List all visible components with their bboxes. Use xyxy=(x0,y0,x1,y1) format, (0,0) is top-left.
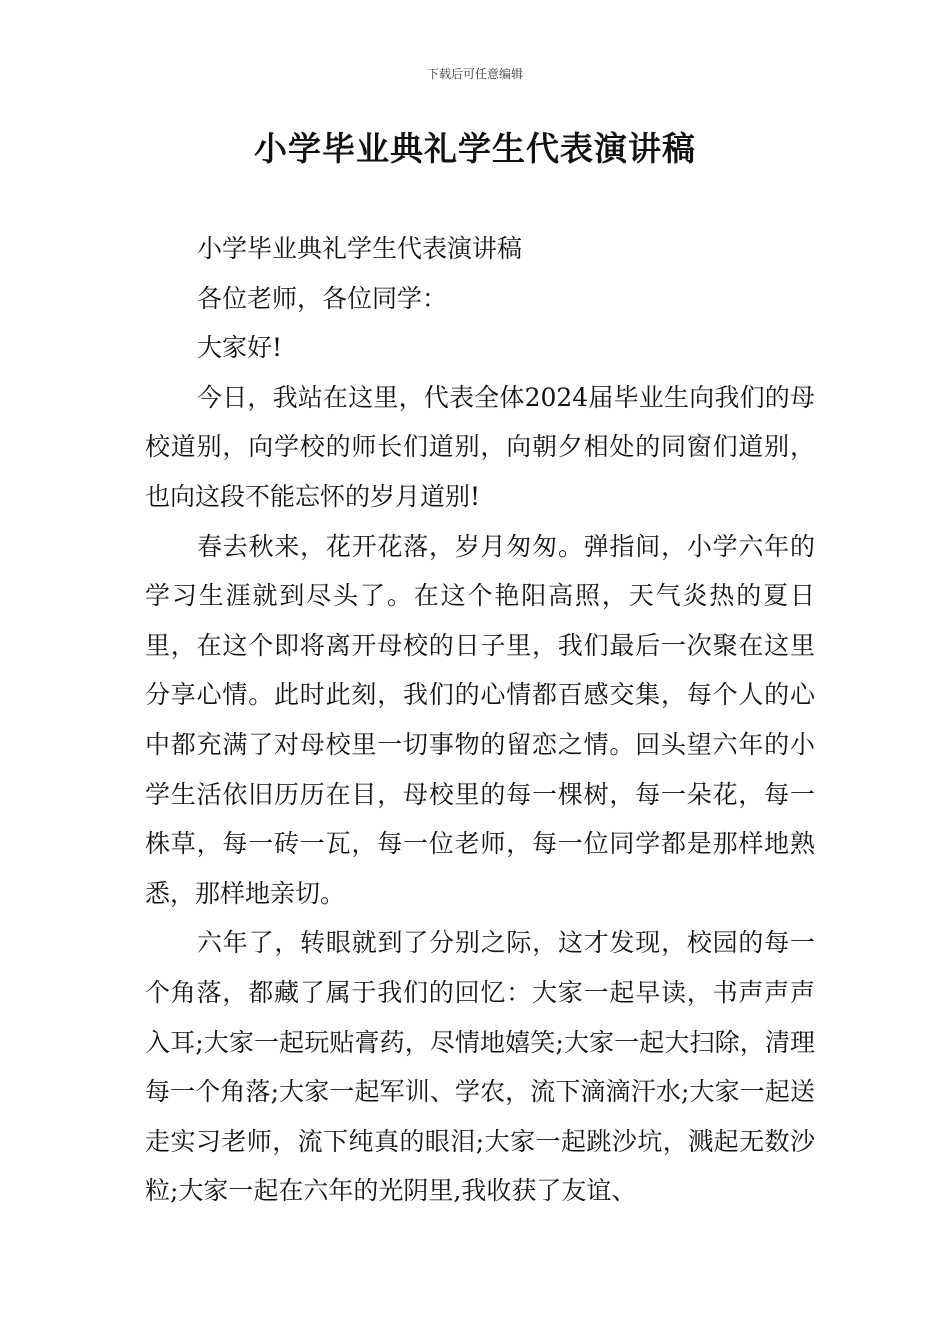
document-body xyxy=(145,224,815,1216)
paragraph-memories: 春去秋来，花开花落，岁月匆匆。弹指间，小学六年的学习生涯就到尽头了。在这个艳阳高照，天气炎热的夏日里，在这个即将离开母校的日子里，我们最后一次聚在这里分享心情。此时此刻，我们的心情都百感交集，每个人的心中都充满了对母校里一切事物的留恋之情。回头望六年的小学生活依旧历历在目，母校里的每一棵树，每一朵花，每一株草，每一砖一瓦，每一位老师，每一位同学都是那样地熟悉，那样地亲切。 xyxy=(145,531,815,908)
document-title: 小学毕业典礼学生代表演讲稿 xyxy=(254,129,696,168)
paragraph-subtitle: 小学毕业典礼学生代表演讲稿 xyxy=(197,234,523,263)
paragraph-corners: 六年了，转眼就到了分别之际，这才发现，校园的每一个角落，都藏了属于我们的回忆：大家一起早读，书声声声入耳;大家一起玩贴膏药，尽情地嬉笑;大家一起大扫除，清理每一个角落;大家一起军训、学农，流下滴滴汗水;大家一起送走实习老师，流下纯真的眼泪;大家一起跳沙坑，溅起无数沙粒;大家一起在六年的光阴里,我收获了友谊、 xyxy=(145,928,815,1206)
header-note: 下载后可任意编辑 xyxy=(426,67,523,81)
paragraph-farewell: 今日，我站在这里，代表全体2024届毕业生向我们的母校道别，向学校的师长们道别，向朝夕相处的同窗们道别，也向这段不能忘怀的岁月道别! xyxy=(145,382,815,511)
paragraph-greeting: 大家好! xyxy=(197,333,283,363)
paragraph-salutation: 各位老师，各位同学： xyxy=(197,283,448,313)
